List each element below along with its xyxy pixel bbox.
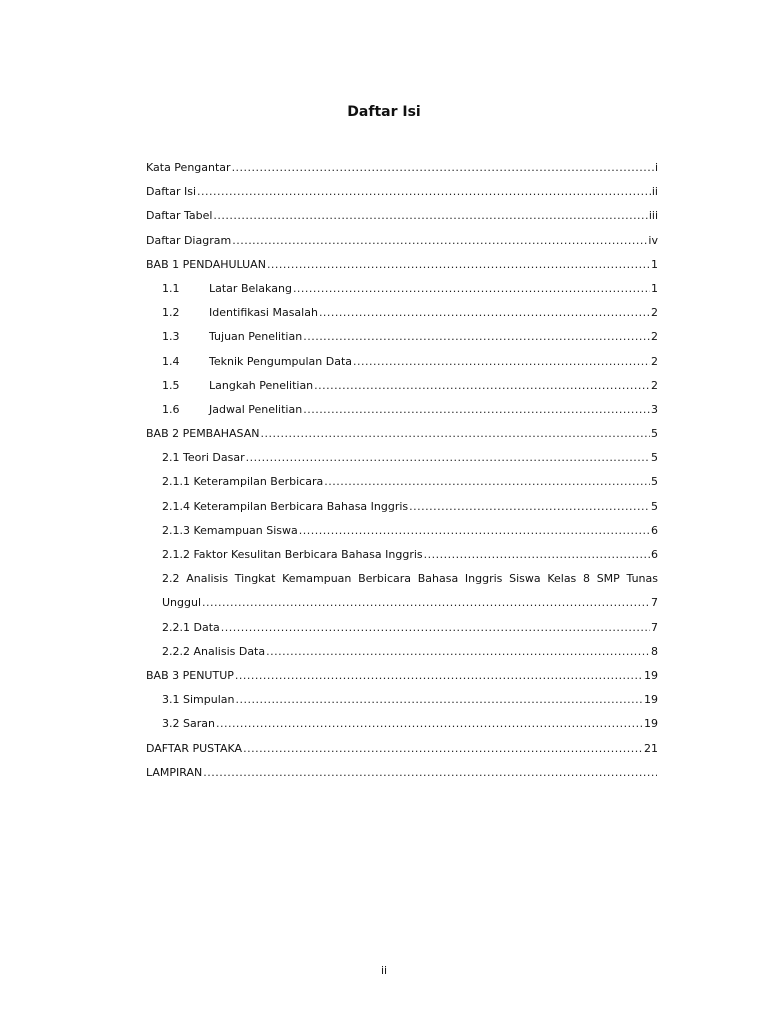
- toc-label: 2.2.2 Analisis Data: [162, 644, 266, 658]
- toc-entry-lampiran: [146, 761, 658, 785]
- toc-number: 1.4: [162, 354, 180, 368]
- toc-leader: [293, 277, 650, 301]
- toc-label: Langkah Penelitian: [209, 378, 314, 392]
- toc-label: Daftar Tabel: [146, 209, 213, 223]
- toc-leader: [353, 350, 650, 374]
- toc-entry-2-1-1: [146, 470, 658, 494]
- toc-page: 6: [651, 548, 658, 561]
- toc-leader: [235, 688, 643, 712]
- toc-leader: [409, 495, 650, 519]
- toc-entry-1-6: [146, 398, 658, 422]
- toc-entry-1-1: [146, 277, 658, 301]
- toc-entry-2-2-line1: 2.2 Analisis Tingkat Kemampuan Berbicara Bahasa Inggris Siswa Kelas 8 SMP Tunas: [162, 572, 658, 586]
- toc-leader: [243, 737, 643, 761]
- toc-label: Identifikasi Masalah: [209, 306, 318, 320]
- toc-page: 5: [651, 451, 658, 465]
- toc-entry-2-2-2: [146, 640, 658, 664]
- toc-entry-3-2: [146, 712, 658, 736]
- toc-entry-daftar-pustaka: [146, 737, 658, 761]
- toc-page: 1: [651, 281, 658, 295]
- toc-page: 2: [651, 306, 658, 320]
- toc-label: Teknik Pengumpulan Data: [209, 354, 353, 368]
- toc-number: 1.5: [162, 378, 180, 392]
- toc-label: Daftar Isi: [146, 185, 196, 199]
- toc-entry-2-1-2: [146, 543, 658, 567]
- toc-page: 2: [651, 378, 658, 392]
- toc-label: BAB 2 PEMBAHASAN: [146, 427, 260, 441]
- toc-leader: [216, 712, 643, 736]
- page-title: Daftar Isi: [347, 104, 421, 120]
- toc-leader: [232, 229, 647, 253]
- toc-label: 3.2 Saran: [162, 717, 215, 731]
- toc-entry-bab-1: [146, 253, 658, 277]
- toc-number: 1.6: [162, 402, 180, 416]
- page-number: ii: [380, 964, 388, 977]
- toc-page: iii: [648, 209, 658, 223]
- toc-page: 21: [644, 741, 658, 755]
- toc-leader: [261, 422, 651, 446]
- toc-leader: [202, 591, 650, 615]
- toc-entry-daftar-tabel: [146, 204, 658, 228]
- toc-label: 2.1.2 Faktor Kesulitan Berbicara Bahasa Inggris: [162, 548, 423, 561]
- toc-leader: [221, 616, 650, 640]
- toc-page: 19: [644, 717, 658, 731]
- toc-entry-bab-3: [146, 664, 658, 688]
- toc-label: 3.1 Simpulan: [162, 693, 235, 707]
- toc-label: BAB 1 PENDAHULUAN: [146, 257, 266, 271]
- toc-page: ii: [651, 185, 658, 199]
- toc-leader: [235, 664, 643, 688]
- toc-label: 2.1.1 Keterampilan Berbicara: [162, 475, 324, 489]
- toc-entry-2-2-line2: [146, 591, 658, 615]
- toc-leader: [303, 325, 650, 349]
- toc-leader: [319, 301, 650, 325]
- toc-label: 2.1.4 Keterampilan Berbicara Bahasa Inggris: [162, 499, 409, 513]
- toc-entry-daftar-diagram: [146, 229, 658, 253]
- toc-entry-kata-pengantar: [146, 156, 658, 180]
- toc-leader: [213, 204, 647, 228]
- toc-entry-2-1: [146, 446, 658, 470]
- toc-page: 7: [651, 620, 658, 634]
- toc-entry-bab-2: [146, 422, 658, 446]
- toc-page: 2: [651, 354, 658, 368]
- toc-label: BAB 3 PENUTUP: [146, 668, 234, 682]
- toc-label: Unggul: [162, 596, 202, 610]
- toc-leader: [203, 761, 657, 785]
- toc-leader: [246, 446, 650, 470]
- toc-page: 2: [651, 330, 658, 344]
- toc-label: 2.2.1 Data: [162, 620, 220, 634]
- toc-leader: [324, 470, 650, 494]
- toc-leader: [232, 156, 654, 180]
- toc-label: Tujuan Penelitian: [209, 330, 303, 344]
- toc-page: 5: [651, 427, 658, 441]
- toc-page: 1: [651, 257, 658, 271]
- toc-page: 6: [651, 523, 658, 537]
- toc-leader: [424, 543, 650, 567]
- toc-entry-3-1: [146, 688, 658, 712]
- toc-page: 7: [651, 596, 658, 610]
- toc-leader: [299, 519, 650, 543]
- toc-page: 3: [651, 402, 658, 416]
- toc-entry-daftar-isi: [146, 180, 658, 204]
- toc-leader: [197, 180, 651, 204]
- toc-label: LAMPIRAN: [146, 765, 203, 779]
- toc-label: Daftar Diagram: [146, 233, 232, 247]
- toc-page: iv: [648, 233, 658, 247]
- toc-page: i: [654, 161, 658, 174]
- toc-page: 19: [644, 693, 658, 707]
- toc-label: 2.1.3 Kemampuan Siswa: [162, 523, 298, 537]
- toc-entry-2-2-1: [146, 616, 658, 640]
- toc-entry-2-1-3: [146, 519, 658, 543]
- toc-entry-1-4: [146, 350, 658, 374]
- toc-leader: [267, 253, 650, 277]
- table-of-contents: [146, 156, 658, 785]
- toc-leader: [303, 398, 650, 422]
- toc-entry-1-3: [146, 325, 658, 349]
- toc-page: 5: [651, 475, 658, 489]
- toc-page: 8: [651, 644, 658, 658]
- toc-page: 19: [644, 668, 658, 682]
- toc-entry-1-2: [146, 301, 658, 325]
- toc-number: 1.3: [162, 330, 180, 344]
- toc-entry-2-1-4: [146, 495, 658, 519]
- toc-number: 1.1: [162, 281, 180, 295]
- toc-label: DAFTAR PUSTAKA: [146, 741, 243, 755]
- toc-page: 5: [651, 499, 658, 513]
- toc-number: 1.2: [162, 306, 180, 320]
- toc-leader: [314, 374, 650, 398]
- toc-label: 2.1 Teori Dasar: [162, 451, 245, 465]
- toc-entry-1-5: [146, 374, 658, 398]
- toc-label: Latar Belakang: [209, 281, 292, 295]
- toc-label: Jadwal Penelitian: [209, 402, 303, 416]
- toc-label: Kata Pengantar: [146, 161, 231, 174]
- toc-leader: [266, 640, 650, 664]
